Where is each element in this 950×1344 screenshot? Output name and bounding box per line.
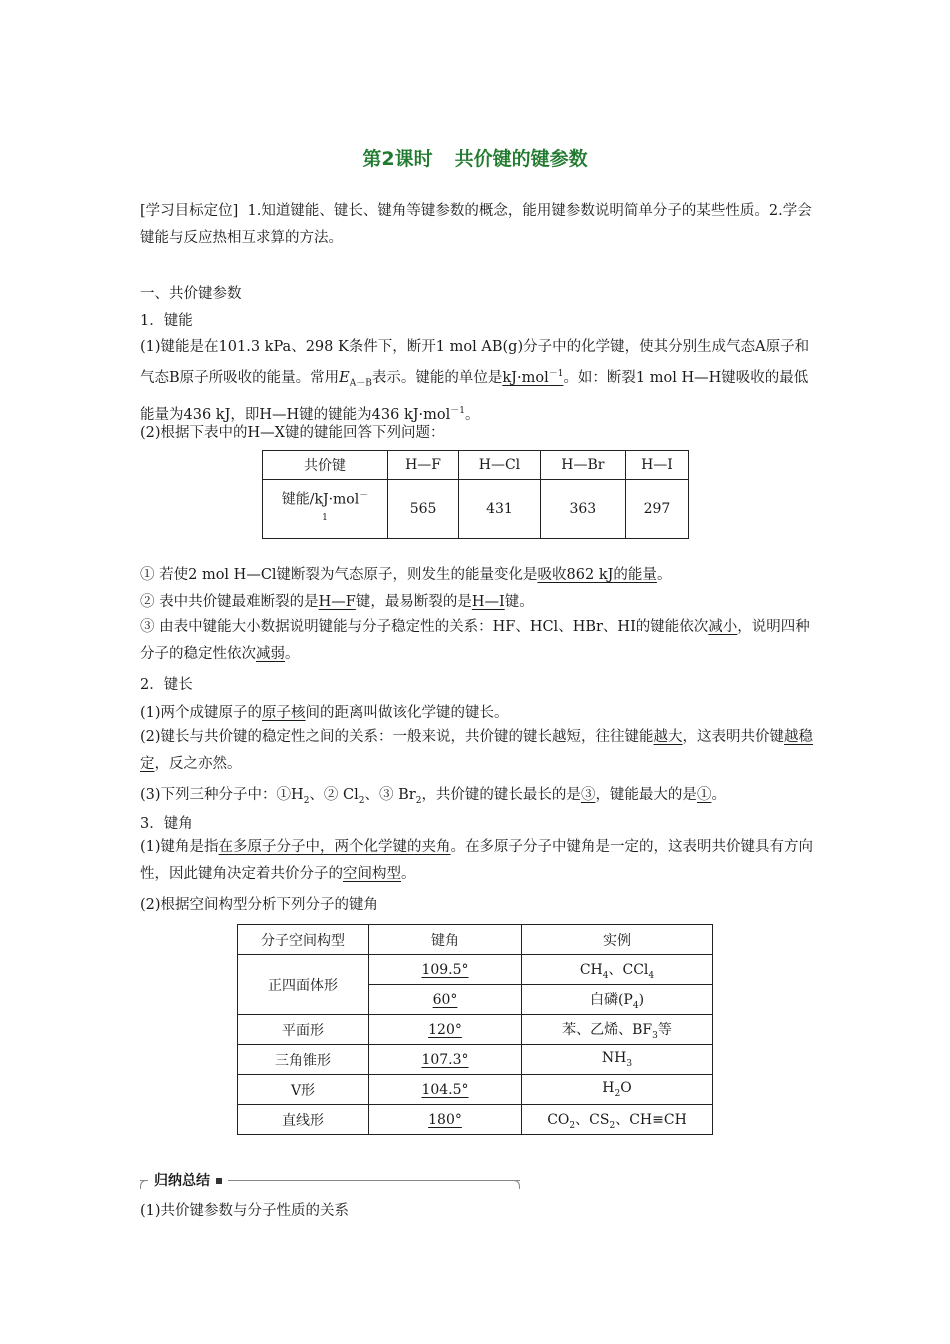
text: 键，最易断裂的是: [355, 594, 472, 610]
text: ② 表中共价键最难断裂的是: [140, 594, 319, 610]
answer: 原子核: [262, 705, 306, 721]
bond-energy-table: [262, 450, 689, 539]
answer: ①: [696, 787, 712, 803]
subscript: 2: [303, 795, 310, 806]
text: 、CH≡CH: [615, 1111, 687, 1128]
table-cell: [369, 1075, 522, 1105]
text: CH: [579, 961, 603, 978]
text: 归纳总结: [154, 1173, 210, 1189]
table-cell: 平面形: [238, 1015, 369, 1045]
table-cell: [369, 1015, 522, 1045]
row-label: [263, 480, 388, 539]
table-cell: V形: [238, 1075, 369, 1105]
table-cell: 正四面体形: [238, 955, 369, 1015]
table-cell: 三角锥形: [238, 1045, 369, 1075]
header-cell: 分子空间构型: [238, 925, 369, 955]
text: ，说明四种分子的稳定性依次: [140, 619, 810, 662]
text: H: [602, 1080, 615, 1097]
subscript: 2: [358, 795, 365, 806]
text: ，这表明共价键: [682, 729, 785, 745]
lesson-number: 第2课时: [362, 148, 433, 170]
text: 。: [401, 866, 416, 882]
text: 键。: [504, 594, 534, 610]
text: ，共价键的键长最长的是: [421, 787, 581, 803]
text: (2)键长与共价键的稳定性之间的关系：一般来说，共价键的键长越短，往往键能: [140, 729, 654, 745]
square-bullet-icon: [216, 1178, 222, 1184]
answer: 减弱: [256, 646, 285, 662]
energy-question-intro: (2)根据下表中的H—X键的键能回答下列问题：: [140, 425, 445, 441]
table-header-row: [238, 925, 713, 955]
text: 苯、乙烯、BF: [562, 1021, 653, 1038]
text: (3)下列三种分子中：①H: [140, 787, 304, 803]
table-cell: [522, 1015, 713, 1045]
text: NH: [601, 1050, 627, 1067]
answer: 吸收862 kJ的能量: [537, 567, 657, 583]
table-row: [238, 955, 713, 985]
bond-angle-table: [237, 924, 713, 1135]
subscript: 4: [648, 970, 655, 981]
subsection-heading-length: 2．键长: [140, 677, 193, 693]
length-stability: [140, 724, 815, 778]
answer: 104.5°: [421, 1081, 469, 1098]
header-cell: H—Cl: [459, 451, 541, 480]
table-cell: [522, 1045, 713, 1075]
subscript: 2: [569, 1120, 576, 1131]
table-cell: 431: [459, 480, 541, 539]
text: 、CCl: [608, 961, 649, 978]
text: 表示。键能的单位是: [371, 369, 503, 386]
table-cell: 297: [625, 480, 688, 539]
subscript: A－B: [349, 378, 372, 389]
text: 、② Cl: [309, 787, 359, 803]
header-cell: 共价键: [263, 451, 388, 480]
divider-corner: [140, 1180, 147, 1189]
goals-text: 1.知道键能、键长、键角等键参数的概念，能用键参数说明简单分子的某些性质。2.学会键能与反应热相互求算的方法。: [140, 203, 812, 246]
table-cell: [522, 955, 713, 985]
lesson-topic: 共价键的键参数: [454, 148, 588, 170]
answer: 空间构型: [343, 866, 401, 882]
superscript: －1: [450, 405, 466, 416]
subsection-heading-energy: 1．键能: [140, 313, 193, 329]
text: ，键能最大的是: [595, 787, 697, 803]
length-question: [140, 783, 726, 806]
text: (1)两个成键原子的: [140, 705, 263, 721]
subscript: 4: [632, 1000, 639, 1011]
table-cell: [522, 985, 713, 1015]
table-cell: [369, 985, 522, 1015]
text: 。: [656, 567, 672, 583]
text: 。如：断裂1 mol H—H键吸收的最低能量为436 kJ，即H—H键的键能为436 kJ·mol: [140, 369, 809, 423]
table-row: [238, 1105, 713, 1135]
table-row: [238, 1045, 713, 1075]
table-row: [238, 1015, 713, 1045]
text: 。: [711, 787, 726, 803]
table-row: [263, 480, 689, 539]
superscript: －1: [548, 369, 564, 379]
table-cell: [522, 1105, 713, 1135]
question-1: [140, 563, 671, 584]
subsection-heading-angle: 3．键角: [140, 816, 193, 832]
summary-box-header: [140, 1168, 520, 1190]
subscript: 2: [614, 1088, 621, 1099]
text: 键能/kJ·mol: [281, 492, 360, 508]
table-cell: [369, 1105, 522, 1135]
answer: 减小: [708, 619, 738, 635]
subscript: 3: [626, 1058, 633, 1069]
table-cell: [369, 955, 522, 985]
text: 。: [285, 646, 300, 662]
answer: 120°: [428, 1021, 462, 1038]
angle-question-intro: (2)根据空间构型分析下列分子的键角: [140, 897, 379, 913]
text: O: [620, 1080, 632, 1097]
text: ，反之亦然。: [154, 756, 242, 772]
subscript: 2: [415, 795, 422, 806]
text: 。在多原子分子中键角是一定的，这表明共价键具有方向性，因此键角决定着共价分子的: [140, 839, 814, 882]
answer: 越大: [653, 729, 683, 745]
text: ③ 由表中键能大小数据说明键能与分子稳定性的关系：HF、HCl、HBr、HI的键能依次: [140, 619, 709, 635]
table-cell: 363: [540, 480, 625, 539]
table-cell: 直线形: [238, 1105, 369, 1135]
text: ① 若使2 mol H—Cl键断裂为气态原子，则发生的能量变化是: [140, 567, 538, 583]
text: 等: [657, 1021, 672, 1038]
text: 白磷(P: [589, 991, 633, 1008]
text: (1)键能是在101.3 kPa、298 K条件下，断开1 mol AB(g)分子中的化学键，使其分别生成气态A原子和气态B原子所吸收的能量。常用: [140, 339, 810, 386]
header-cell: H—I: [625, 451, 688, 480]
text: CO: [547, 1111, 570, 1128]
section-heading: 一、共价键参数: [140, 286, 242, 302]
table-cell: 565: [388, 480, 459, 539]
summary-point: (1)共价键参数与分子性质的关系: [140, 1203, 350, 1219]
answer: H—F: [318, 594, 356, 610]
answer: H—I: [471, 594, 505, 610]
goals-label: [学习目标定位]: [140, 203, 239, 219]
header-cell: H—Br: [540, 451, 625, 480]
table-header-row: [263, 451, 689, 480]
header-cell: H—F: [388, 451, 459, 480]
answer: 越稳定: [140, 729, 814, 772]
superscript: 1: [322, 513, 328, 523]
subscript: 2: [609, 1120, 616, 1131]
answer: 180°: [428, 1111, 462, 1128]
answer: 107.3°: [421, 1051, 469, 1068]
answer: 60°: [432, 991, 458, 1008]
table-row: [238, 1075, 713, 1105]
question-2: [140, 590, 534, 611]
angle-definition: [140, 834, 815, 888]
symbol-E: E: [339, 369, 350, 386]
text: ): [638, 991, 645, 1008]
question-3: [140, 614, 815, 668]
answer: ③: [580, 787, 596, 803]
energy-definition: [140, 334, 815, 429]
text: kJ·mol: [502, 369, 549, 386]
learning-goals: [140, 198, 815, 252]
text: 、CS: [575, 1111, 610, 1128]
header-cell: 键角: [369, 925, 522, 955]
text: (1)键角是指: [140, 839, 219, 855]
answer: 在多原子分子中，两个化学键的夹角: [218, 839, 451, 855]
text: 间的距离叫做该化学键的键长。: [305, 705, 509, 721]
superscript: －: [359, 491, 369, 502]
table-cell: [522, 1075, 713, 1105]
length-definition: [140, 701, 509, 722]
header-cell: 实例: [522, 925, 713, 955]
divider-corner: [513, 1180, 520, 1189]
subscript: 4: [602, 970, 609, 981]
subscript: 3: [652, 1030, 658, 1041]
text: 、③ Br: [364, 787, 416, 803]
summary-label: [148, 1170, 228, 1190]
text: 。: [465, 406, 480, 423]
answer: 109.5°: [421, 961, 469, 978]
table-cell: [369, 1045, 522, 1075]
lesson-title: [0, 144, 950, 171]
answer-unit: [502, 370, 563, 386]
